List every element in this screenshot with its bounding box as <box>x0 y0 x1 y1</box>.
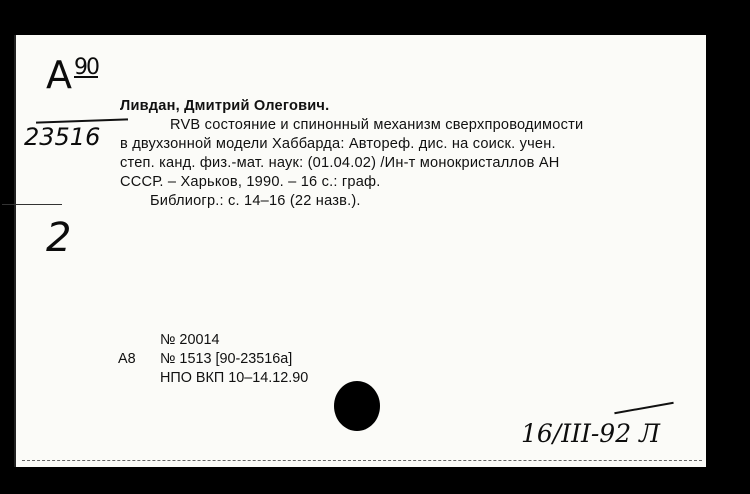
bibliography-note: Библиогр.: с. 14–16 (22 назв.). <box>150 193 361 209</box>
bottom-rule <box>22 460 702 461</box>
body-line-1: RVB состояние и спинонный механизм сверхпроводимости <box>170 117 584 133</box>
date-stroke <box>614 402 673 414</box>
body-line-3: степ. канд. физ.-мат. наук: (01.04.02) /Ин-т монокристаллов АН <box>120 155 560 171</box>
call-number-suffix: 90 <box>74 55 98 80</box>
copy-number: 2 <box>46 215 72 261</box>
registration-row-1 <box>118 331 308 350</box>
registration-row-2 <box>118 350 308 369</box>
call-number <box>46 53 98 97</box>
edge-mark <box>2 204 62 205</box>
bibliographic-entry <box>120 97 695 211</box>
inventory-number: 23516 <box>24 123 101 151</box>
handwritten-date-text: 16/III-92 <box>521 419 632 448</box>
punch-hole <box>334 381 380 431</box>
accession-number: № 1513 [90-23516а] <box>160 351 293 367</box>
body-line-4: СССР. – Харьков, 1990. – 16 с.: граф. <box>120 174 381 190</box>
catalog-card <box>14 35 706 467</box>
registration-row-3 <box>118 369 308 388</box>
body-line-2: в двухзонной модели Хаббарда: Автореф. дис. на соиск. учен. <box>120 136 556 152</box>
registration-block <box>118 331 308 388</box>
handwritten-mark: Л <box>639 419 660 448</box>
registration-label: А8 <box>118 351 136 367</box>
author-heading: Ливдан, Дмитрий Олегович. <box>120 98 330 114</box>
publisher-stamp: НПО ВКП 10–14.12.90 <box>160 370 309 386</box>
call-number-prefix: A <box>46 53 70 97</box>
handwritten-date <box>521 419 660 448</box>
registration-number: № 20014 <box>160 332 220 348</box>
